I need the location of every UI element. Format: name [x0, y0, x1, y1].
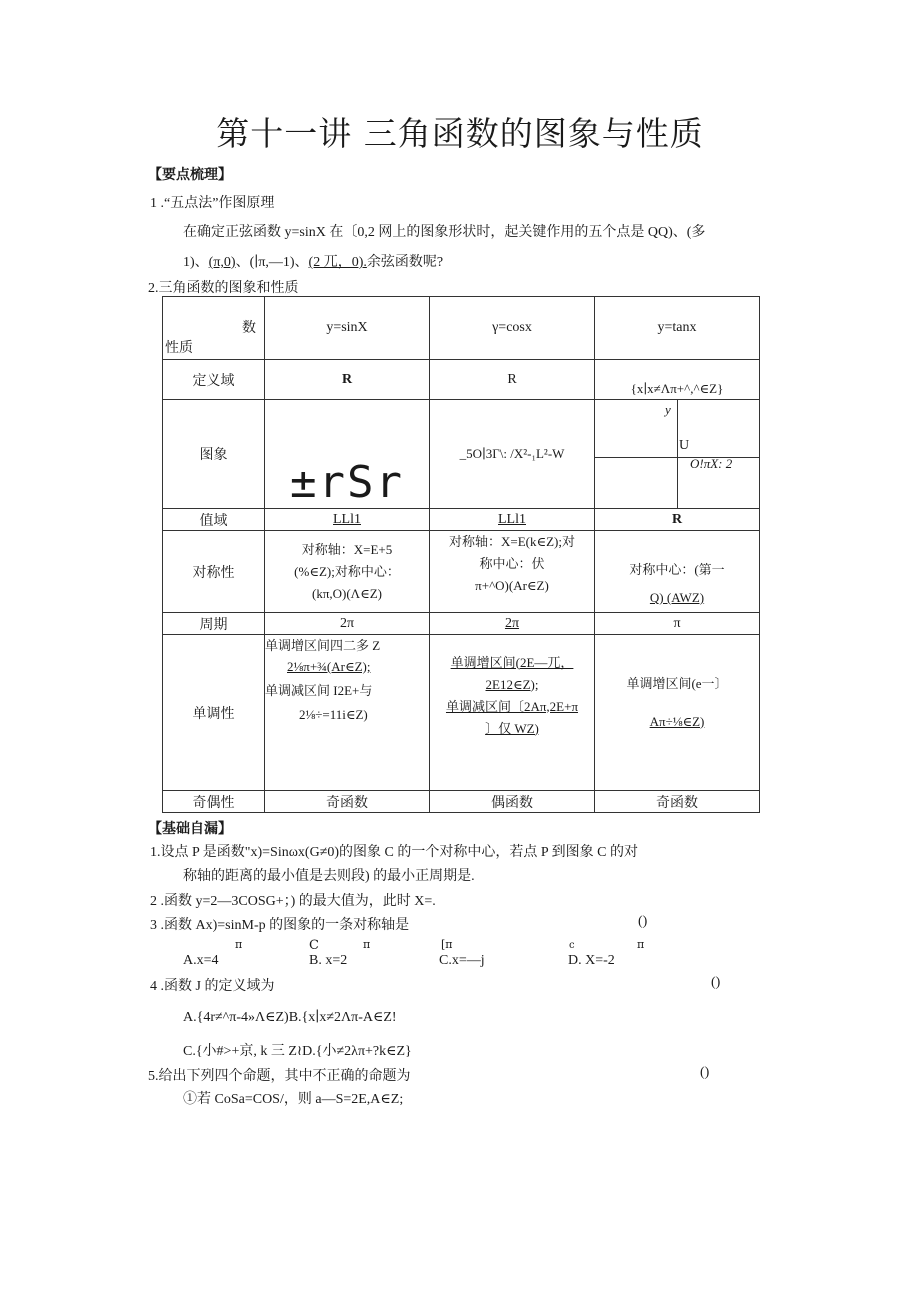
table-header-row	[163, 297, 760, 360]
item2-title: 2.三角函数的图象和性质	[148, 281, 299, 296]
row-label: 定义域	[163, 360, 265, 400]
cell-line: 单调增区间(2E—兀，	[450, 654, 574, 670]
cell-line: 对称轴：X=E+5	[301, 541, 393, 557]
tan-graph	[595, 400, 759, 508]
table-row-period	[163, 613, 760, 635]
cell: R	[265, 360, 430, 400]
cell: 奇函数	[595, 791, 760, 813]
question-1-line1: 1.设点 P 是函数"x)=Sinωx(G≠0)的图象 C 的一个对称中心，若点 P 到图象 C 的对	[150, 845, 638, 860]
cell-line: 单调减区间〔2Aπ,2E+π	[445, 698, 579, 714]
sin-graph-placeholder: ±rSr	[290, 457, 404, 508]
table-row-monotonicity	[163, 635, 760, 791]
cell-line: 2E12∈Z);	[485, 676, 539, 692]
cell: LLl1	[430, 509, 595, 531]
question-5: 5.给出下列四个命题，其中不正确的命题为	[148, 1069, 411, 1084]
cell-line: 〕仅 WZ)	[485, 720, 539, 736]
option-a-superscript: π	[235, 938, 243, 951]
cell: π	[595, 613, 760, 635]
cos-graph-cell: _5O∣3Γ\: /X²-₁L²-W	[430, 400, 595, 509]
cell-line: π+^O)(Ar∈Z)	[475, 578, 549, 593]
question-1-line2: 称轴的距离的最小值是去则段) 的最小正周期是.	[183, 869, 475, 884]
cell-line: Q) (AWZ)	[649, 590, 705, 605]
option-c: C.x=—j	[439, 953, 485, 968]
cell: LLl1	[265, 509, 430, 531]
table-row-symmetry	[163, 531, 760, 613]
option-b: B. x=2	[309, 953, 348, 968]
item1-line2	[183, 251, 443, 271]
item1-title: 1 .“五点法”作图原理	[150, 196, 275, 211]
cell-line: 2⅛÷=11i∈Z)	[299, 707, 368, 722]
option-d: D. X=-2	[568, 953, 615, 968]
text-fragment: 余弦函数呢?	[366, 255, 444, 270]
option-d-superscript: π	[637, 938, 645, 951]
corner-label-function: 数	[242, 321, 256, 336]
table-row-range	[163, 509, 760, 531]
text-fragment: 、(∣π,—1)、	[235, 255, 309, 270]
x-axis-label: O!πX: 2	[690, 456, 733, 471]
question-3-answer-blank: ()	[638, 914, 648, 929]
question-5-answer-blank: ()	[700, 1065, 710, 1080]
header-cos: γ=cosx	[430, 297, 595, 360]
cell: R	[430, 360, 595, 400]
row-label: 周期	[163, 613, 265, 635]
section-heading-basics: 【基础自漏】	[148, 821, 232, 837]
question-4: 4 .函数 J 的定义域为	[150, 979, 275, 994]
option-c-superscript: [π	[441, 938, 453, 951]
table-row-parity	[163, 791, 760, 813]
cell-line: 单调增区间(e一〕	[626, 675, 728, 691]
header-sin: y=sinX	[265, 297, 430, 360]
cell: 2π	[265, 613, 430, 635]
tan-graph-cell	[595, 400, 760, 509]
page-title: 第十一讲 三角函数的图象与性质	[216, 114, 704, 153]
underlined-answer: (π,0)	[208, 255, 236, 270]
cell: R	[595, 509, 760, 531]
question-4-options-cd: C.{小#>+京, k 三 Z≀D.{小≠2λπ+?k∈Z}	[183, 1044, 412, 1059]
underlined-answer: (2 兀，0).	[308, 255, 367, 270]
question-4-options-ab: A.{4r≠^π-4»Λ∈Z)B.{x∣x≠2Λπ-A∈Z!	[183, 1010, 397, 1025]
question-4-answer-blank: ()	[711, 975, 721, 990]
table-row-domain	[163, 360, 760, 400]
cell	[265, 635, 430, 791]
row-label: 单调性	[163, 635, 265, 791]
row-label: 对称性	[163, 531, 265, 613]
y-axis-label: y	[665, 402, 671, 417]
cell	[430, 635, 595, 791]
option-d-mark: c	[569, 940, 575, 951]
cell: {x∣x≠Λπ+^,^∈Z}	[595, 360, 760, 400]
cell-line: 2⅛π+¾(Ar∈Z);	[287, 659, 371, 674]
cell: 奇函数	[265, 791, 430, 813]
header-corner-cell	[163, 297, 265, 360]
cell-line: (%∈Z);对称中心：	[294, 563, 400, 579]
u-label: U	[679, 438, 690, 453]
y-axis-line	[677, 400, 678, 508]
cell-line: 单调增区间四二多 Z	[265, 638, 381, 653]
question-2: 2 .函数 y=2—3COSG+；) 的最大值为，此时 X=.	[150, 894, 436, 909]
row-label: 图象	[163, 400, 265, 509]
row-label: 值域	[163, 509, 265, 531]
cell	[265, 531, 430, 613]
option-b-superscript: π	[363, 938, 371, 951]
trig-properties-table	[162, 296, 760, 813]
question-5-statement-1: ①若 CoSa=COS/，则 a—S=2E,A∈Z;	[183, 1092, 404, 1107]
cell: 2π	[430, 613, 595, 635]
header-tan: y=tanx	[595, 297, 760, 360]
corner-label-property: 性质	[165, 341, 193, 356]
option-b-mark: C	[309, 938, 319, 953]
sin-graph-cell	[265, 400, 430, 509]
cell-line: 称中心：伏	[479, 556, 545, 571]
cell-line: 对称轴：X=E(k∈Z);对	[449, 534, 575, 549]
cell: 偶函数	[430, 791, 595, 813]
item1-line1: 在确定正弦函数 y=sinX 在〔0,2 网上的图象形状时，起关键作用的五个点是 QQ)、(多	[183, 225, 706, 240]
cell-line: Aπ÷⅛∈Z)	[649, 713, 705, 729]
cell-line: 单调减区间 I2E+与	[265, 683, 373, 698]
text-fragment: 1)、	[183, 255, 209, 270]
row-label: 奇偶性	[163, 791, 265, 813]
section-heading-key-points: 【要点梳理】	[148, 167, 232, 183]
x-axis-line	[595, 457, 759, 458]
cell	[595, 635, 760, 791]
cell-line: 对称中心：(第一	[629, 562, 725, 577]
cell	[430, 531, 595, 613]
question-3: 3 .函数 Ax)=sinM-p 的图象的一条对称轴是	[150, 918, 410, 933]
cell-line: (kπ,O)(Λ∈Z)	[311, 585, 382, 601]
table-row-graph	[163, 400, 760, 509]
cell	[595, 531, 760, 613]
option-a: A.x=4	[183, 953, 219, 968]
